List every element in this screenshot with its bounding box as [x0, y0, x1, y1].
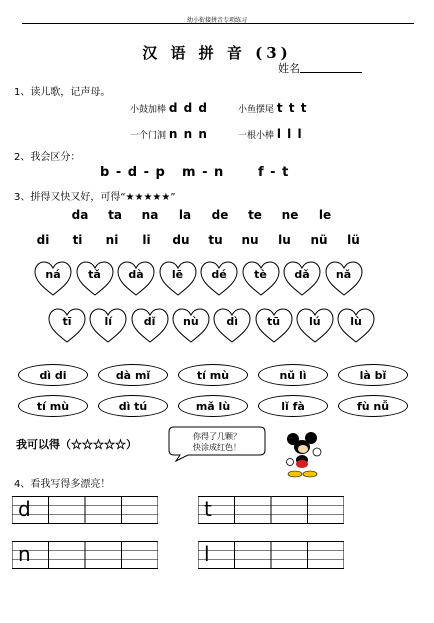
heart-syllable: [242, 261, 280, 297]
heart-syllable: [76, 261, 114, 297]
syllable: la: [178, 208, 192, 222]
distinguish-group: m - n: [182, 165, 225, 180]
distinguish-group: b - d - p: [100, 165, 166, 180]
heart-text: ná: [45, 268, 61, 281]
page-title: 汉 语 拼 音 (3): [142, 44, 292, 62]
word-oval: tí mù: [18, 395, 88, 417]
word-oval: lǐ fà: [258, 395, 328, 417]
syllable: lu: [278, 233, 291, 247]
grid-letter: n: [18, 542, 31, 566]
grid-lines: [198, 496, 344, 524]
syllable: da: [71, 208, 89, 222]
heart-syllable: [117, 261, 155, 297]
heart-syllable: [337, 308, 375, 344]
heart-text: tǎ: [88, 268, 101, 281]
heart-syllable: [200, 261, 238, 297]
name-blank-line[interactable]: [300, 72, 362, 73]
distinguish-group: f - t: [258, 165, 290, 180]
grid-lines: [12, 541, 158, 569]
writing-grid[interactable]: [12, 541, 158, 569]
heart-text: tī: [62, 315, 72, 328]
syllable: le: [318, 208, 332, 222]
song-letters: d d d: [168, 101, 209, 115]
syllable: ne: [281, 208, 299, 222]
heart-syllable: [131, 308, 169, 344]
section4-heading: 4、看我写得多漂亮！: [14, 479, 111, 490]
word-oval: dì tú: [98, 395, 168, 417]
heart-syllable: [213, 308, 251, 344]
syllable: ta: [108, 208, 122, 222]
heart-text: nù: [183, 315, 199, 328]
score-label: 我可以得（☆☆☆☆☆）: [16, 438, 137, 451]
song-line: [238, 127, 303, 141]
heart-text: tū: [266, 315, 281, 328]
syllable: de: [211, 208, 229, 222]
song-line: [238, 101, 307, 115]
word-oval: dì di: [18, 364, 88, 386]
syllable: li: [142, 233, 151, 247]
heart-syllable: [159, 261, 197, 297]
song-letters: t t t: [276, 101, 308, 115]
syllable: tu: [208, 233, 223, 247]
syllable: na: [141, 208, 159, 222]
heart-syllable: [172, 308, 210, 344]
syllable: ni: [105, 233, 119, 247]
song-text: 一根小棒: [238, 131, 275, 141]
song-text: 小鼓加棒: [130, 105, 167, 115]
bubble-line-1: 你得了几颗？: [193, 432, 241, 441]
word-oval: fù nǚ: [338, 395, 408, 417]
song-line: [130, 127, 208, 141]
word-oval: nǔ lì: [258, 364, 328, 386]
writing-grid[interactable]: [12, 496, 158, 524]
word-oval: tí mù: [178, 364, 248, 386]
section2-heading: 2、我会区分：: [14, 152, 81, 163]
grid-lines: [198, 541, 344, 569]
song-line: [130, 101, 208, 115]
heart-syllable: [325, 261, 363, 297]
heart-syllable: [283, 261, 321, 297]
speech-bubble: [168, 426, 266, 462]
grid-letter: t: [204, 497, 212, 521]
grid-letter: l: [204, 542, 210, 566]
heart-text: nǎ: [335, 268, 352, 281]
syllable: te: [248, 208, 262, 222]
bubble-line-2: 快涂成红色！: [193, 443, 241, 452]
heart-syllable: [34, 261, 72, 297]
heart-text: dǐ: [143, 315, 156, 328]
syllable: du: [172, 233, 190, 247]
section1-heading: 1、读儿歌，记声母。: [14, 87, 111, 98]
song-letters: n n n: [168, 127, 208, 141]
heart-syllable: [255, 308, 293, 344]
grid-lines: [12, 496, 158, 524]
heart-text: lù: [350, 315, 362, 328]
syllable: lü: [347, 233, 360, 247]
song-text: 一个门洞: [130, 131, 167, 141]
song-text: 小鱼摆尾: [238, 105, 275, 115]
syllable: nü: [310, 233, 328, 247]
mickey-mouse-icon: [284, 432, 324, 478]
heart-syllable: [89, 308, 127, 344]
heart-text: dé: [211, 268, 227, 281]
section3-heading: 3、拼得又快又好，可得“★★★★★”: [14, 192, 176, 203]
heart-text: dà: [128, 268, 144, 281]
syllable: ti: [72, 233, 83, 247]
syllable: di: [36, 233, 50, 247]
word-oval: mǎ lù: [178, 395, 248, 417]
header-rule: [22, 23, 414, 24]
name-label: 姓名: [278, 62, 300, 75]
heart-text: tè: [254, 268, 267, 281]
grid-letter: d: [18, 497, 31, 521]
heart-text: dǎ: [294, 268, 310, 281]
writing-grid[interactable]: [198, 496, 344, 524]
word-oval: dà mǐ: [98, 364, 168, 386]
page-header: 幼小衔接拼音专项练习: [186, 17, 247, 24]
heart-text: lí: [104, 315, 113, 328]
heart-syllable: [296, 308, 334, 344]
syllable: nu: [241, 233, 259, 247]
heart-syllable: [48, 308, 86, 344]
word-oval: là bǐ: [338, 364, 408, 386]
song-letters: l l l: [276, 127, 303, 141]
heart-text: lú: [308, 315, 321, 328]
heart-text: dì: [226, 315, 239, 328]
writing-grid[interactable]: [198, 541, 344, 569]
heart-text: lē: [171, 268, 184, 281]
